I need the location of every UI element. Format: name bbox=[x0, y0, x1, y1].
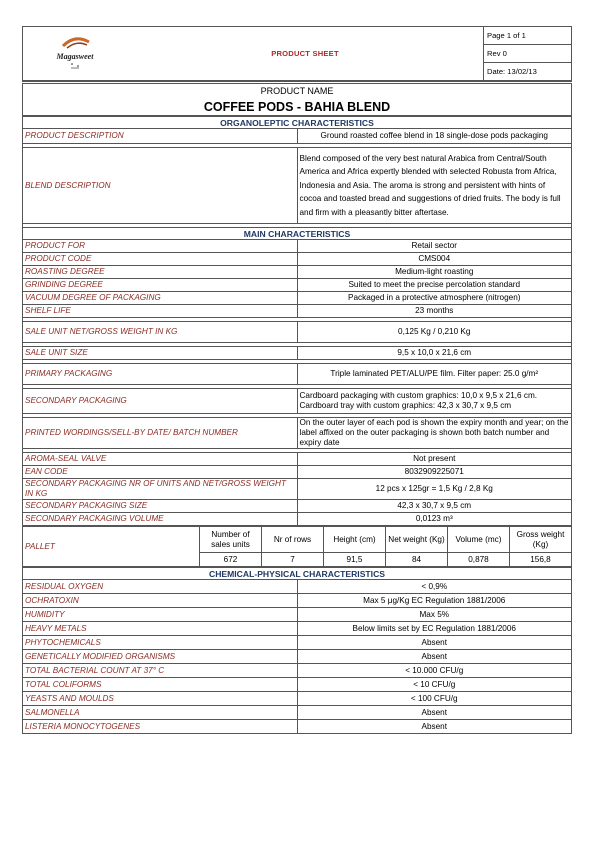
blend-label: BLEND DESCRIPTION bbox=[23, 148, 298, 224]
main-table bbox=[22, 227, 572, 526]
pallet-header: Volume (mc) bbox=[448, 527, 510, 553]
row-label: SALMONELLA bbox=[23, 706, 298, 720]
pallet-value: 0,878 bbox=[448, 553, 510, 567]
table-row bbox=[23, 389, 572, 414]
row-value: Absent bbox=[297, 720, 572, 734]
row-label: SECONDARY PACKAGING VOLUME bbox=[23, 513, 298, 526]
chemical-title: CHEMICAL-PHYSICAL CHARACTERISTICS bbox=[23, 568, 572, 580]
row-label: SALE UNIT NET/GROSS WEIGHT IN KG bbox=[23, 322, 298, 343]
row-label: EAN CODE bbox=[23, 466, 298, 479]
pallet-table bbox=[22, 526, 572, 567]
row-value: Retail sector bbox=[297, 240, 572, 253]
product-name-table bbox=[22, 81, 572, 116]
header-table bbox=[22, 26, 572, 81]
row-label: LISTERIA MONOCYTOGENES bbox=[23, 720, 298, 734]
row-label: SHELF LIFE bbox=[23, 305, 298, 318]
row-value: 0,0123 m³ bbox=[297, 513, 572, 526]
row-label: SALE UNIT SIZE bbox=[23, 347, 298, 360]
product-name-label: PRODUCT NAME bbox=[23, 83, 572, 99]
brand-logo bbox=[45, 32, 105, 72]
table-row bbox=[23, 706, 572, 720]
product-name: COFFEE PODS - BAHIA BLEND bbox=[23, 98, 572, 116]
pallet-value: 7 bbox=[262, 553, 324, 567]
row-label: OCHRATOXIN bbox=[23, 594, 298, 608]
table-row bbox=[23, 347, 572, 360]
table-row bbox=[23, 418, 572, 449]
row-value: Below limits set by EC Regulation 1881/2006 bbox=[297, 622, 572, 636]
pallet-header: Net weight (Kg) bbox=[386, 527, 448, 553]
table-row bbox=[23, 580, 572, 594]
chemical-table bbox=[22, 567, 572, 734]
product-sheet bbox=[22, 26, 572, 734]
row-label: HEAVY METALS bbox=[23, 622, 298, 636]
row-label: PRODUCT CODE bbox=[23, 253, 298, 266]
row-label: PRIMARY PACKAGING bbox=[23, 364, 298, 385]
table-row bbox=[23, 664, 572, 678]
row-value: 9,5 x 10,0 x 21,6 cm bbox=[297, 347, 572, 360]
table-row bbox=[23, 594, 572, 608]
row-value: 8032909225071 bbox=[297, 466, 572, 479]
table-row bbox=[23, 240, 572, 253]
row-label: SECONDARY PACKAGING NR OF UNITS AND NET/GROSS WEIGHT IN KG bbox=[23, 479, 298, 500]
row-value: Absent bbox=[297, 650, 572, 664]
table-row bbox=[23, 322, 572, 343]
row-label: TOTAL BACTERIAL COUNT AT 37° C bbox=[23, 664, 298, 678]
table-row bbox=[23, 266, 572, 279]
row-value: On the outer layer of each pod is shown the expiry month and year; on the label affixed on the outer packaging is shown both batch number and expiry date bbox=[297, 418, 572, 449]
table-row bbox=[23, 364, 572, 385]
row-label: PRINTED WORDINGS/SELL-BY DATE/ BATCH NUMBER bbox=[23, 418, 298, 449]
row-value: Medium-light roasting bbox=[297, 266, 572, 279]
row-label: RESIDUAL OXYGEN bbox=[23, 580, 298, 594]
row-label: YEASTS AND MOULDS bbox=[23, 692, 298, 706]
table-row bbox=[23, 279, 572, 292]
row-value: 12 pcs x 125gr = 1,5 Kg / 2,8 Kg bbox=[297, 479, 572, 500]
table-row bbox=[23, 678, 572, 692]
pallet-value: 156,8 bbox=[510, 553, 572, 567]
row-value: < 100 CFU/g bbox=[297, 692, 572, 706]
table-row bbox=[23, 479, 572, 500]
table-row bbox=[23, 608, 572, 622]
pallet-value: 84 bbox=[386, 553, 448, 567]
table-row bbox=[23, 453, 572, 466]
date: Date: 13/02/13 bbox=[484, 63, 572, 81]
table-row bbox=[23, 253, 572, 266]
revision: Rev 0 bbox=[484, 45, 572, 63]
row-value: CMS004 bbox=[297, 253, 572, 266]
table-row bbox=[23, 500, 572, 513]
pallet-header: Number of sales units bbox=[200, 527, 262, 553]
row-value: Suited to meet the precise percolation standard bbox=[297, 279, 572, 292]
row-label: PRODUCT FOR bbox=[23, 240, 298, 253]
description-value: Ground roasted coffee blend in 18 single-dose pods packaging bbox=[297, 129, 572, 144]
logo-cell bbox=[23, 27, 128, 81]
row-value: < 10 CFU/g bbox=[297, 678, 572, 692]
page-title: PRODUCT SHEET bbox=[127, 27, 484, 81]
row-label: VACUUM DEGREE OF PACKAGING bbox=[23, 292, 298, 305]
blend-value: Blend composed of the very best natural Arabica from Central/South America and Africa expertly blended with selected Robusta from Africa, Indonesia and Asia. The aroma is strong and persistent with hints of cocoa and toasted bread and suggestions of dried fruits. The body is full and firm with a pleasantly bitter aftertase. bbox=[297, 148, 572, 224]
page-number: Page 1 of 1 bbox=[484, 27, 572, 45]
row-label: TOTAL COLIFORMS bbox=[23, 678, 298, 692]
row-value: Absent bbox=[297, 706, 572, 720]
pallet-header: Height (cm) bbox=[324, 527, 386, 553]
description-label: PRODUCT DESCRIPTION bbox=[23, 129, 298, 144]
row-label: SECONDARY PACKAGING bbox=[23, 389, 298, 414]
row-value: Triple laminated PET/ALU/PE film. Filter paper: 25.0 g/m² bbox=[297, 364, 572, 385]
row-label: HUMIDITY bbox=[23, 608, 298, 622]
pallet-label: PALLET bbox=[23, 527, 200, 567]
organoleptic-table bbox=[22, 116, 572, 227]
row-value: Max 5 μg/Kg EC Regulation 1881/2006 bbox=[297, 594, 572, 608]
pallet-header: Gross weight (Kg) bbox=[510, 527, 572, 553]
organoleptic-title: ORGANOLEPTIC CHARACTERISTICS bbox=[23, 117, 572, 129]
row-value: 23 months bbox=[297, 305, 572, 318]
row-label: SECONDARY PACKAGING SIZE bbox=[23, 500, 298, 513]
table-row bbox=[23, 466, 572, 479]
row-value: < 0,9% bbox=[297, 580, 572, 594]
logo-wordmark: Magasweet bbox=[56, 52, 94, 61]
row-value: < 10.000 CFU/g bbox=[297, 664, 572, 678]
row-label: GENETICALLY MODIFIED ORGANISMS bbox=[23, 650, 298, 664]
row-value: 0,125 Kg / 0,210 Kg bbox=[297, 322, 572, 343]
row-label: PHYTOCHEMICALS bbox=[23, 636, 298, 650]
table-row bbox=[23, 650, 572, 664]
pallet-value: 672 bbox=[200, 553, 262, 567]
row-value: Cardboard packaging with custom graphics: 10,0 x 9,5 x 21,6 cm. Cardboard tray with custom graphics: 42,3 x 30,7 x 9,5 cm bbox=[297, 389, 572, 414]
main-title: MAIN CHARACTERISTICS bbox=[23, 228, 572, 240]
row-value: Max 5% bbox=[297, 608, 572, 622]
table-row bbox=[23, 720, 572, 734]
table-row bbox=[23, 305, 572, 318]
row-label: ROASTING DEGREE bbox=[23, 266, 298, 279]
table-row bbox=[23, 622, 572, 636]
row-value: Absent bbox=[297, 636, 572, 650]
row-value: Not present bbox=[297, 453, 572, 466]
table-row bbox=[23, 292, 572, 305]
row-label: AROMA-SEAL VALVE bbox=[23, 453, 298, 466]
row-label: GRINDING DEGREE bbox=[23, 279, 298, 292]
table-row bbox=[23, 513, 572, 526]
pallet-header: Nr of rows bbox=[262, 527, 324, 553]
table-row bbox=[23, 636, 572, 650]
pallet-value: 91,5 bbox=[324, 553, 386, 567]
row-value: 42,3 x 30,7 x 9,5 cm bbox=[297, 500, 572, 513]
row-value: Packaged in a protective atmosphere (nitrogen) bbox=[297, 292, 572, 305]
table-row bbox=[23, 692, 572, 706]
